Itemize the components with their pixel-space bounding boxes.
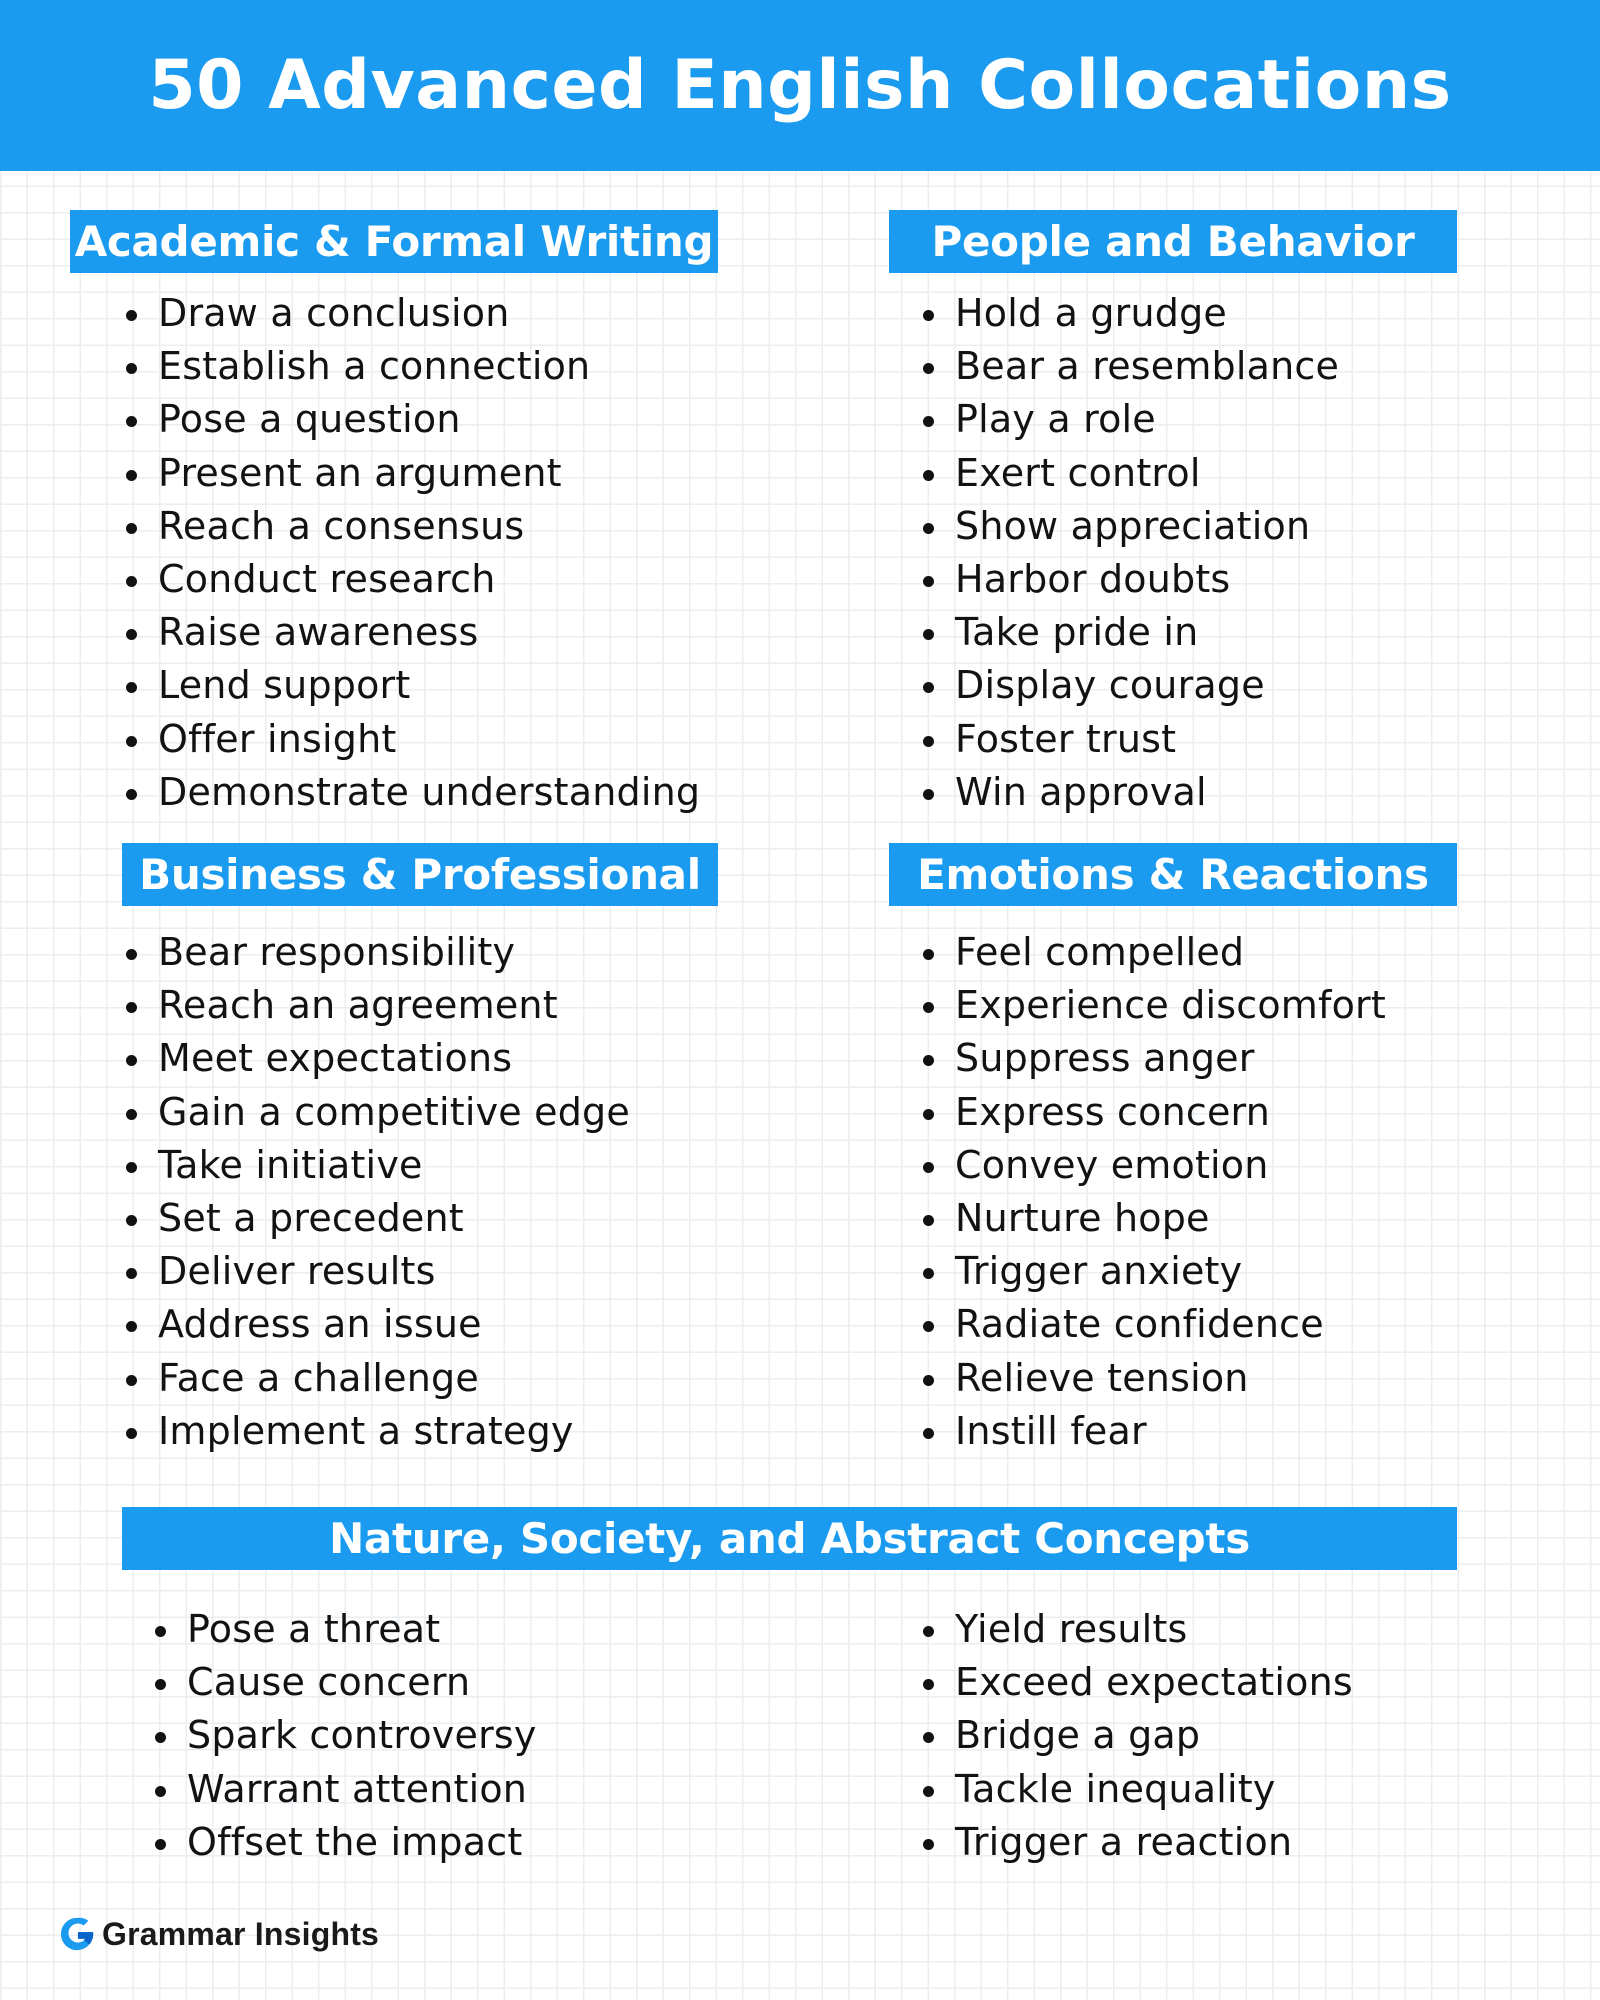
list-item: Yield results (920, 1603, 1353, 1656)
section-heading-academic: Academic & Formal Writing (70, 210, 718, 273)
list-item: Deliver results (123, 1245, 630, 1298)
list-item: Radiate confidence (920, 1298, 1386, 1351)
section-heading-people: People and Behavior (889, 210, 1457, 273)
list-item: Feel compelled (920, 926, 1386, 979)
list-item: Instill fear (920, 1405, 1386, 1458)
list-item: Tackle inequality (920, 1763, 1353, 1816)
list-item: Implement a strategy (123, 1405, 630, 1458)
list-item: Take initiative (123, 1139, 630, 1192)
list-item: Reach an agreement (123, 979, 630, 1032)
list-item: Take pride in (920, 606, 1339, 659)
list-item: Bear a resemblance (920, 340, 1339, 393)
list-business (123, 926, 630, 1458)
list-item: Spark controversy (152, 1709, 537, 1762)
list-item: Relieve tension (920, 1352, 1386, 1405)
list-item: Harbor doubts (920, 553, 1339, 606)
list-item: Reach a consensus (123, 500, 700, 553)
list-item: Display courage (920, 659, 1339, 712)
list-item: Address an issue (123, 1298, 630, 1351)
list-people (920, 287, 1339, 819)
list-item: Draw a conclusion (123, 287, 700, 340)
list-item: Pose a threat (152, 1603, 537, 1656)
list-item: Demonstrate understanding (123, 766, 700, 819)
list-item: Gain a competitive edge (123, 1086, 630, 1139)
list-item: Establish a connection (123, 340, 700, 393)
list-item: Bear responsibility (123, 926, 630, 979)
list-item: Trigger a reaction (920, 1816, 1353, 1869)
list-item: Exceed expectations (920, 1656, 1353, 1709)
list-item: Cause concern (152, 1656, 537, 1709)
list-academic (123, 287, 700, 819)
list-item: Hold a grudge (920, 287, 1339, 340)
list-item: Raise awareness (123, 606, 700, 659)
section-heading-emotions: Emotions & Reactions (889, 843, 1457, 906)
list-item: Express concern (920, 1086, 1386, 1139)
list-item: Warrant attention (152, 1763, 537, 1816)
list-item: Lend support (123, 659, 700, 712)
list-item: Experience discomfort (920, 979, 1386, 1032)
list-item: Face a challenge (123, 1352, 630, 1405)
list-item: Pose a question (123, 393, 700, 446)
list-item: Suppress anger (920, 1032, 1386, 1085)
list-nature-left (152, 1603, 537, 1869)
list-item: Offer insight (123, 713, 700, 766)
list-item: Offset the impact (152, 1816, 537, 1869)
section-heading-nature: Nature, Society, and Abstract Concepts (122, 1507, 1457, 1570)
list-item: Bridge a gap (920, 1709, 1353, 1762)
list-item: Show appreciation (920, 500, 1339, 553)
list-item: Win approval (920, 766, 1339, 819)
list-item: Exert control (920, 447, 1339, 500)
list-item: Set a precedent (123, 1192, 630, 1245)
brand-name: Grammar Insights (102, 1915, 380, 1952)
list-item: Play a role (920, 393, 1339, 446)
title-banner (0, 0, 1600, 171)
list-item: Convey emotion (920, 1139, 1386, 1192)
g-logo-icon (58, 1915, 96, 1953)
list-nature-right (920, 1603, 1353, 1869)
list-emotions (920, 926, 1386, 1458)
list-item: Present an argument (123, 447, 700, 500)
list-item: Trigger anxiety (920, 1245, 1386, 1298)
list-item: Foster trust (920, 713, 1339, 766)
list-item: Meet expectations (123, 1032, 630, 1085)
brand-footer (58, 1914, 379, 1954)
list-item: Conduct research (123, 553, 700, 606)
section-heading-business: Business & Professional (122, 843, 718, 906)
page-title: 50 Advanced English Collocations (148, 46, 1452, 125)
list-item: Nurture hope (920, 1192, 1386, 1245)
